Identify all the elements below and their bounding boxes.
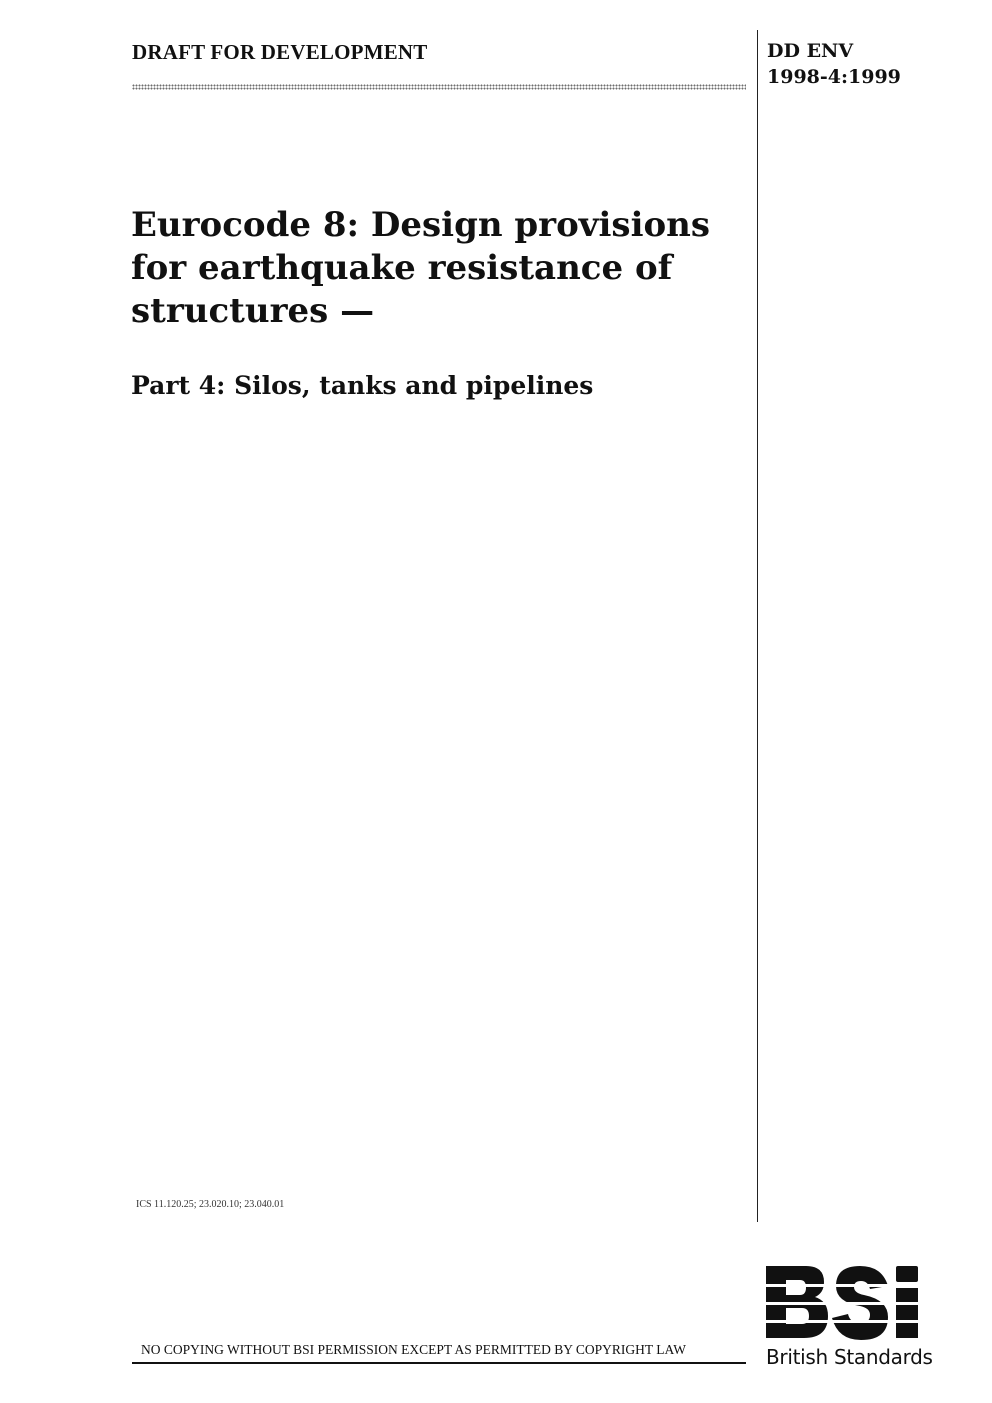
document-subtitle: Part 4: Silos, tanks and pipelines bbox=[131, 371, 594, 400]
bsi-logo-text: British Standards bbox=[766, 1345, 933, 1369]
document-title-line3: structures — bbox=[131, 291, 375, 331]
vertical-divider bbox=[757, 30, 758, 1222]
document-number-line1: DD ENV bbox=[767, 40, 854, 62]
dotted-divider bbox=[132, 84, 746, 90]
document-title-line1: Eurocode 8: Design provisions bbox=[131, 205, 711, 245]
document-title-line2: for earthquake resistance of bbox=[131, 248, 673, 288]
ics-codes: ICS 11.120.25; 23.020.10; 23.040.01 bbox=[136, 1199, 285, 1210]
document-number bbox=[767, 38, 901, 90]
draft-label: DRAFT FOR DEVELOPMENT bbox=[132, 40, 428, 64]
bottom-divider bbox=[132, 1362, 746, 1364]
document-title bbox=[131, 204, 741, 333]
document-number-line2: 1998-4:1999 bbox=[767, 66, 901, 88]
copyright-notice: NO COPYING WITHOUT BSI PERMISSION EXCEPT AS PERMITTED BY COPYRIGHT LAW bbox=[141, 1342, 686, 1357]
